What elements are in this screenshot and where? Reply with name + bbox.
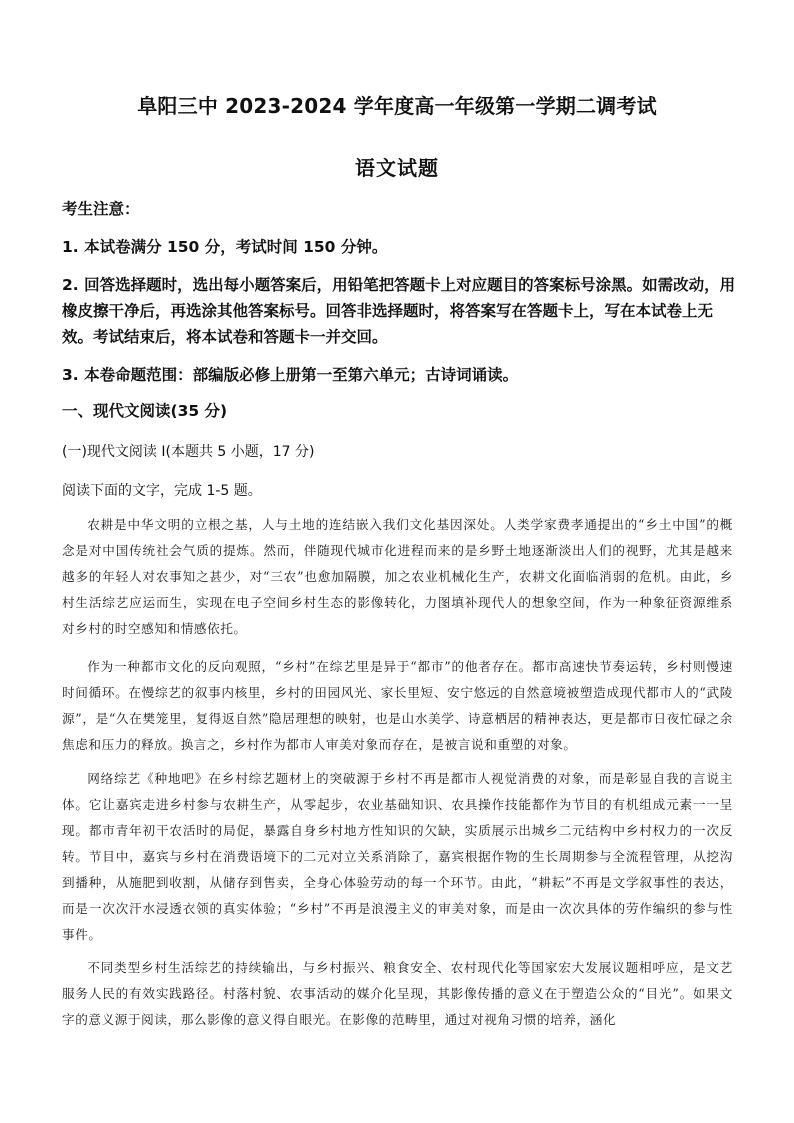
notice-item-1: 1. 本试卷满分 150 分，考试时间 150 分钟。 bbox=[62, 238, 388, 256]
passage-paragraph-3: 网络综艺《种地吧》在乡村综艺题材上的突破源于乡村不再是都市人视觉消费的对象，而是彰显自我的言说主体。它让嘉宾走进乡村参与农耕生产，从零起步，农业基础知识、农具操作技能都作为节目的有机组成元素一一呈现。都市青年初干农活时的局促，暴露自身乡村地方性知识的欠缺，实质展示出城乡二元结构中乡村权力的一次反转。节目中，嘉宾与乡村在消费语境下的二元对立关系消除了，嘉宾根据作物的生长周期参与全流程管理，从挖沟到播种，从施肥到收割，从储存到售卖，全身心体验劳动的每一个环节。由此，“耕耘”不再是文学叙事性的表达，而是一次次汗水浸透衣领的真实体验；“乡村”不再是浪漫主义的审美对象，而是由一次次具体的劳作编织的参与性事件。 bbox=[62, 771, 733, 942]
section-heading: 一、现代文阅读(35 分) bbox=[62, 402, 228, 420]
notice-item-3: 3. 本卷命题范围：部编版必修上册第一至第六单元；古诗词诵读。 bbox=[62, 366, 519, 384]
passage-paragraph-4: 不同类型乡村生活综艺的持续输出，与乡村振兴、粮食安全、农村现代化等国家宏大发展议题相呼应，是文艺服务人民的有效实践路径。村落村貌、农事活动的媒介化呈现，其影像传播的意义在于塑造公众的“目光”。如果文字的意义源于阅读，那么影像的意义得自眼光。在影像的范畴里，通过对视角习惯的培养，涵化 bbox=[62, 960, 733, 1027]
section-subheading: (一)现代文阅读 I(本题共 5 小题，17 分) bbox=[62, 444, 315, 460]
exam-subtitle: 语文试题 bbox=[355, 156, 439, 180]
passage-paragraph-2: 作为一种都市文化的反向观照，“乡村”在综艺里是异于“都市”的他者存在。都市高速快节奏运转，乡村则慢速时间循环。在慢综艺的叙事内核里，乡村的田园风光、家长里短、安宁悠远的自然意境被塑造成现代都市人的“武陵源”，是“久在樊笼里，复得返自然”隐居理想的映射，也是山水美学、诗意栖居的精神表达，更是都市日夜忙碌之余焦虑和压力的释放。换言之，乡村作为都市人审美对象而存在，是被言说和重塑的对象。 bbox=[62, 659, 733, 752]
exam-title: 阜阳三中 2023-2024 学年度高一年级第一学期二调考试 bbox=[137, 94, 657, 118]
notice-heading: 考生注意： bbox=[62, 200, 140, 218]
passage-paragraph-1: 农耕是中华文明的立根之基，人与土地的连结嵌入我们文化基因深处。人类学家费孝通提出的“乡土中国”的概念是对中国传统社会气质的提炼。然而，伴随现代城市化进程而来的是乡野土地逐渐淡出人们的视野，尤其是越来越多的年轻人对农事知之甚少，对“三农”也愈加隔膜，加之农业机械化生产，农耕文化面临消弱的危机。由此，乡村生活综艺应运而生，实现在电子空间乡村生态的影像转化，力图填补现代人的想象空间，作为一种象征资源维系对乡村的时空感知和情感依托。 bbox=[62, 517, 733, 636]
reading-instruction: 阅读下面的文字，完成 1-5 题。 bbox=[62, 483, 262, 499]
notice-item-2: 2. 回答选择题时，选出每小题答案后，用铅笔把答题卡上对应题目的答案标号涂黑。如需改动，用橡皮擦干净后，再选涂其他答案标号。回答非选择题时，将答案写在答题卡上，写在本试卷上无效。考试结束后，将本试卷和答题卡一并交回。 bbox=[62, 276, 736, 346]
